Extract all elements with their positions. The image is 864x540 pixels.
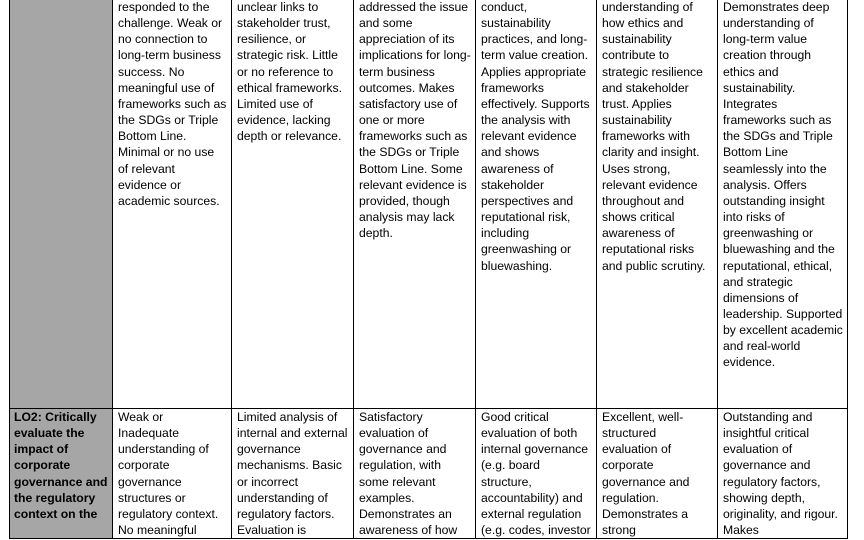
learning-outcome-cell <box>10 409 113 539</box>
rubric-cell-text: Demonstrates deep understanding of long-term value creation through ethics and sustainability. Integrates frameworks such as the SDGs and Triple Bottom Line seamlessly into the analysis. Offers outstanding insight into risks of greenwashing or bluewashing and the reputational, ethical, and strategic dimensions of leadership. Supported by excellent academic and real-world evidence. <box>723 0 843 370</box>
rubric-cell-weak <box>232 409 354 539</box>
rubric-cell-satisfactory <box>354 409 476 539</box>
rubric-cell-text: unclear links to stakeholder trust, resilience, or strategic risk. Little or no reference to ethical frameworks. Limited use of evidence, lacking depth or relevance. <box>237 0 342 144</box>
rubric-row-lo2 <box>10 409 848 539</box>
rubric-cell-text: conduct, sustainability practices, and long-term value creation. Applies appropriate frameworks effectively. Supports the analysis with relevant evidence and shows awareness of stakeholder perspectives and reputational risk, including greenwashing or bluewashing. <box>481 0 590 273</box>
rubric-cell-satisfactory <box>354 0 476 409</box>
assessment-rubric-table <box>9 0 848 539</box>
rubric-cell-text: Limited analysis of internal and external governance mechanisms. Basic or incorrect understanding of regulatory factors. Evaluation is <box>237 410 348 538</box>
rubric-cell-excellent <box>597 0 718 409</box>
rubric-cell-weak <box>232 0 354 409</box>
rubric-cell-fail <box>113 409 232 539</box>
rubric-cell-fail <box>113 0 232 409</box>
rubric-cell-outstanding <box>718 409 848 539</box>
rubric-cell-excellent <box>597 409 718 539</box>
rubric-cell-text: Satisfactory evaluation of governance and regulation, with some relevant examples. Demonstrates an awareness of how <box>359 410 458 538</box>
rubric-cell-outstanding <box>718 0 848 409</box>
learning-outcome-label: LO2: Critically evaluate the impact of corporate governance and the regulatory context on the <box>14 410 108 521</box>
rubric-cell-text: understanding of how ethics and sustainability contribute to strategic resilience and stakeholder trust. Applies sustainability frameworks with clarity and insight. Uses strong, relevant evidence throughout and shows critical awareness of reputational risks and public scrutiny. <box>602 0 706 273</box>
rubric-cell-text: Excellent, well-structured evaluation of corporate governance and regulation. Demonstrates a strong <box>602 410 690 538</box>
rubric-cell-good <box>476 409 597 539</box>
rubric-cell-good <box>476 0 597 409</box>
rubric-cell-text: responded to the challenge. Weak or no connection to long-term business success. No meaningful use of frameworks such as the SDGs or Triple Bottom Line. Minimal or no use of relevant evidence or academic sources. <box>118 0 227 208</box>
rubric-cell-text: Outstanding and insightful critical evaluation of governance and regulatory factors, showing depth, originality, and rigour. Makes <box>723 410 838 538</box>
rubric-cell-text: Weak or Inadequate understanding of corporate governance structures or regulatory context. No meaningful <box>118 410 219 538</box>
rubric-row-lo1-continued <box>10 0 848 409</box>
learning-outcome-cell <box>10 0 113 409</box>
rubric-cell-text: Good critical evaluation of both internal governance (e.g. board structure, accountability) and external regulation (e.g. codes, investor <box>481 410 591 538</box>
rubric-cell-text: addressed the issue and some appreciation of its implications for long-term business outcomes. Makes satisfactory use of one or more frameworks such as the SDGs or Triple Bottom Line. Some relevant evidence is provided, though analysis may lack depth. <box>359 0 471 241</box>
